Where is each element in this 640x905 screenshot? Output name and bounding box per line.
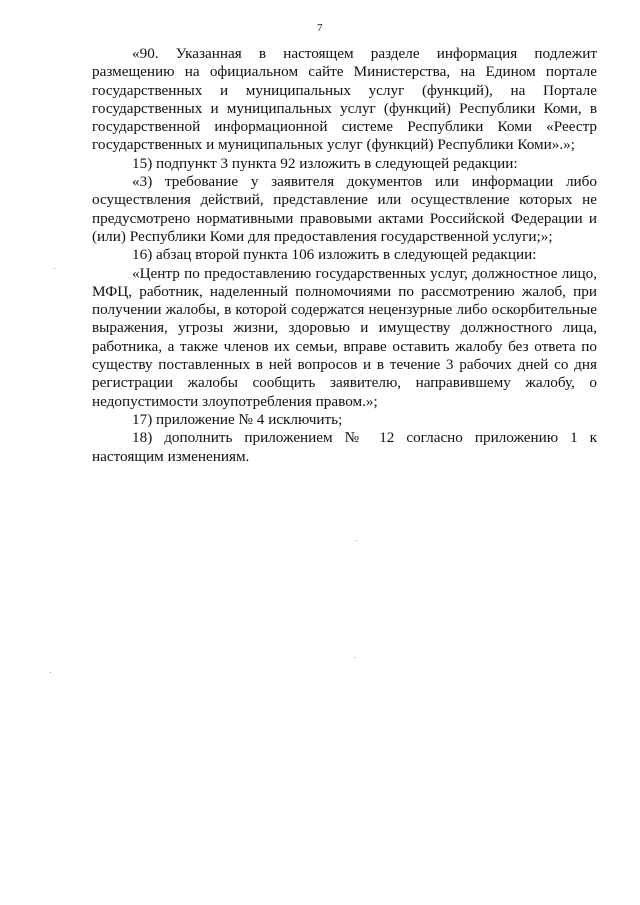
document-body (92, 45, 597, 466)
page-number: 7 (317, 22, 323, 34)
paragraph-complaint-center: «Центр по предоставлению государственных услуг, должностное лицо, МФЦ, работник, наделенный полномочиями по рассмотрению жалоб, при получении жалобы, в которой содержатся нецензурные либо оскорбительные выражения, угрозы жизни, здоровью и имуществу должностного лица, работника, а также членов их семьи, вправе оставить жалобу без ответа по существу поставленных в ней вопросов и в течение 3 рабочих дней со дня регистрации жалобы сообщить заявителю, направившему жалобу, о недопустимости злоупотребления правом.»; (92, 264, 597, 410)
scan-speck (50, 672, 51, 673)
scan-speck (54, 268, 55, 269)
paragraph-amendment-16: 16) абзац второй пункта 106 изложить в следующей редакции: (132, 246, 537, 264)
scan-speck (354, 657, 355, 658)
paragraph-item-90: «90. Указанная в настоящем разделе информация подлежит размещению на официальном сайте Министерства, на Едином портале государственных и муниципальных услуг (функций), на Портале государственных и муниципальных услуг (функций) Республики Коми, в государственной информационной системе Республики Коми «Реестр государственных и муниципальных услуг (функций) Республики Коми».»; (92, 45, 597, 154)
paragraph-amendment-15: 15) подпункт 3 пункта 92 изложить в следующей редакции: (132, 154, 518, 172)
paragraph-requirement-3: «3) требование у заявителя документов или информации либо осуществления действий, представление или осуществление которых не предусмотрено нормативными правовыми актами Российской Федерации и (или) Республики Коми для предоставления государственной услуги;»; (92, 173, 597, 245)
scan-speck (356, 540, 357, 541)
paragraph-amendment-18: 18) дополнить приложением № 12 согласно приложению 1 к настоящим изменениям. (92, 429, 597, 465)
paragraph-amendment-17: 17) приложение № 4 исключить; (132, 410, 343, 428)
